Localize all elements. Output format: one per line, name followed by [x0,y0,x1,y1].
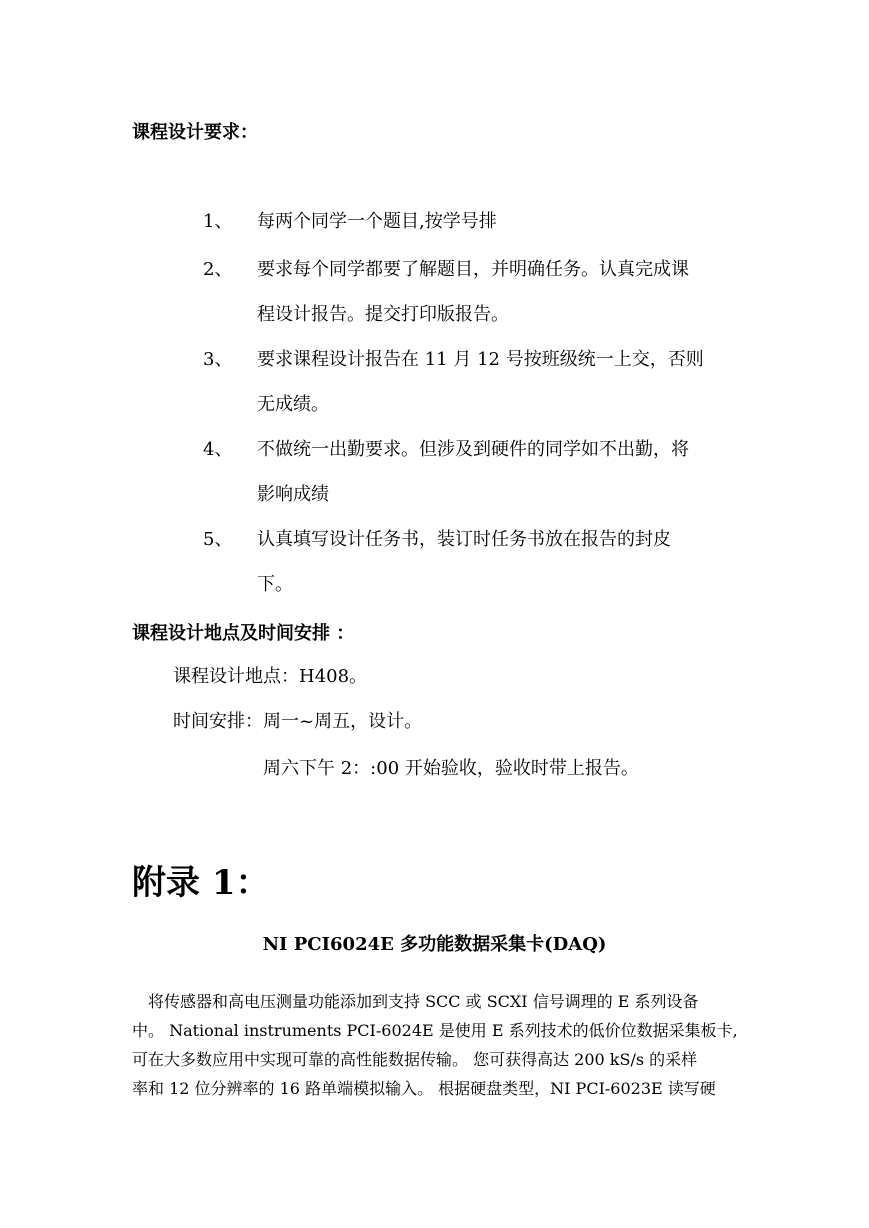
list-item-text: 要求课程设计报告在 11 月 12 号按班级统一上交，否则 [257,349,704,370]
list-item-number: 4、 [203,439,233,460]
paragraph-line: 将传感器和高电压测量功能添加到支持 SCC 或 SCXI 信号调理的 E 系列设备 [148,992,699,1011]
appendix-title: 附录 1： [132,863,270,903]
appendix-subtitle: NI PCI6024E 多功能数据采集卡(DAQ) [262,934,607,955]
list-item-text: 认真填写设计任务书，装订时任务书放在报告的封皮 [257,529,671,550]
location-text: 课程设计地点：H408。 [173,666,368,687]
list-item-text-continued: 下。 [257,574,293,595]
list-item-text: 每两个同学一个题目,按学号排 [257,211,497,232]
section-title-requirements: 课程设计要求： [132,122,258,143]
list-item-number: 3、 [203,349,233,370]
list-item-text-continued: 影响成绩 [257,484,329,505]
list-item-text: 要求每个同学都要了解题目，并明确任务。认真完成课 [257,259,689,280]
paragraph-line: 中。 National instruments PCI-6024E 是使用 E 系列技术的低价位数据采集板卡, [132,1021,738,1040]
list-item-number: 1、 [203,211,233,232]
paragraph-line: 可在大多数应用中实现可靠的高性能数据传输。 您可获得高达 200 kS/s 的采样 [132,1050,698,1069]
list-item-number: 5、 [203,529,233,550]
section-title-location-time: 课程设计地点及时间安排 ： [132,623,355,644]
list-item-text: 不做统一出勤要求。但涉及到硬件的同学如不出勤，将 [257,439,689,460]
list-item-text-continued: 程设计报告。提交打印版报告。 [257,304,509,325]
paragraph-line: 率和 12 位分辨率的 16 路单端模拟输入。 根据硬盘类型，NI PCI-6023E 读写硬 [132,1079,716,1098]
list-item-number: 2、 [203,259,233,280]
schedule-text: 时间安排：周一~周五，设计。 [173,711,423,732]
check-text: 周六下午 2：:00 开始验收，验收时带上报告。 [263,758,639,779]
list-item-text-continued: 无成绩。 [257,394,329,415]
